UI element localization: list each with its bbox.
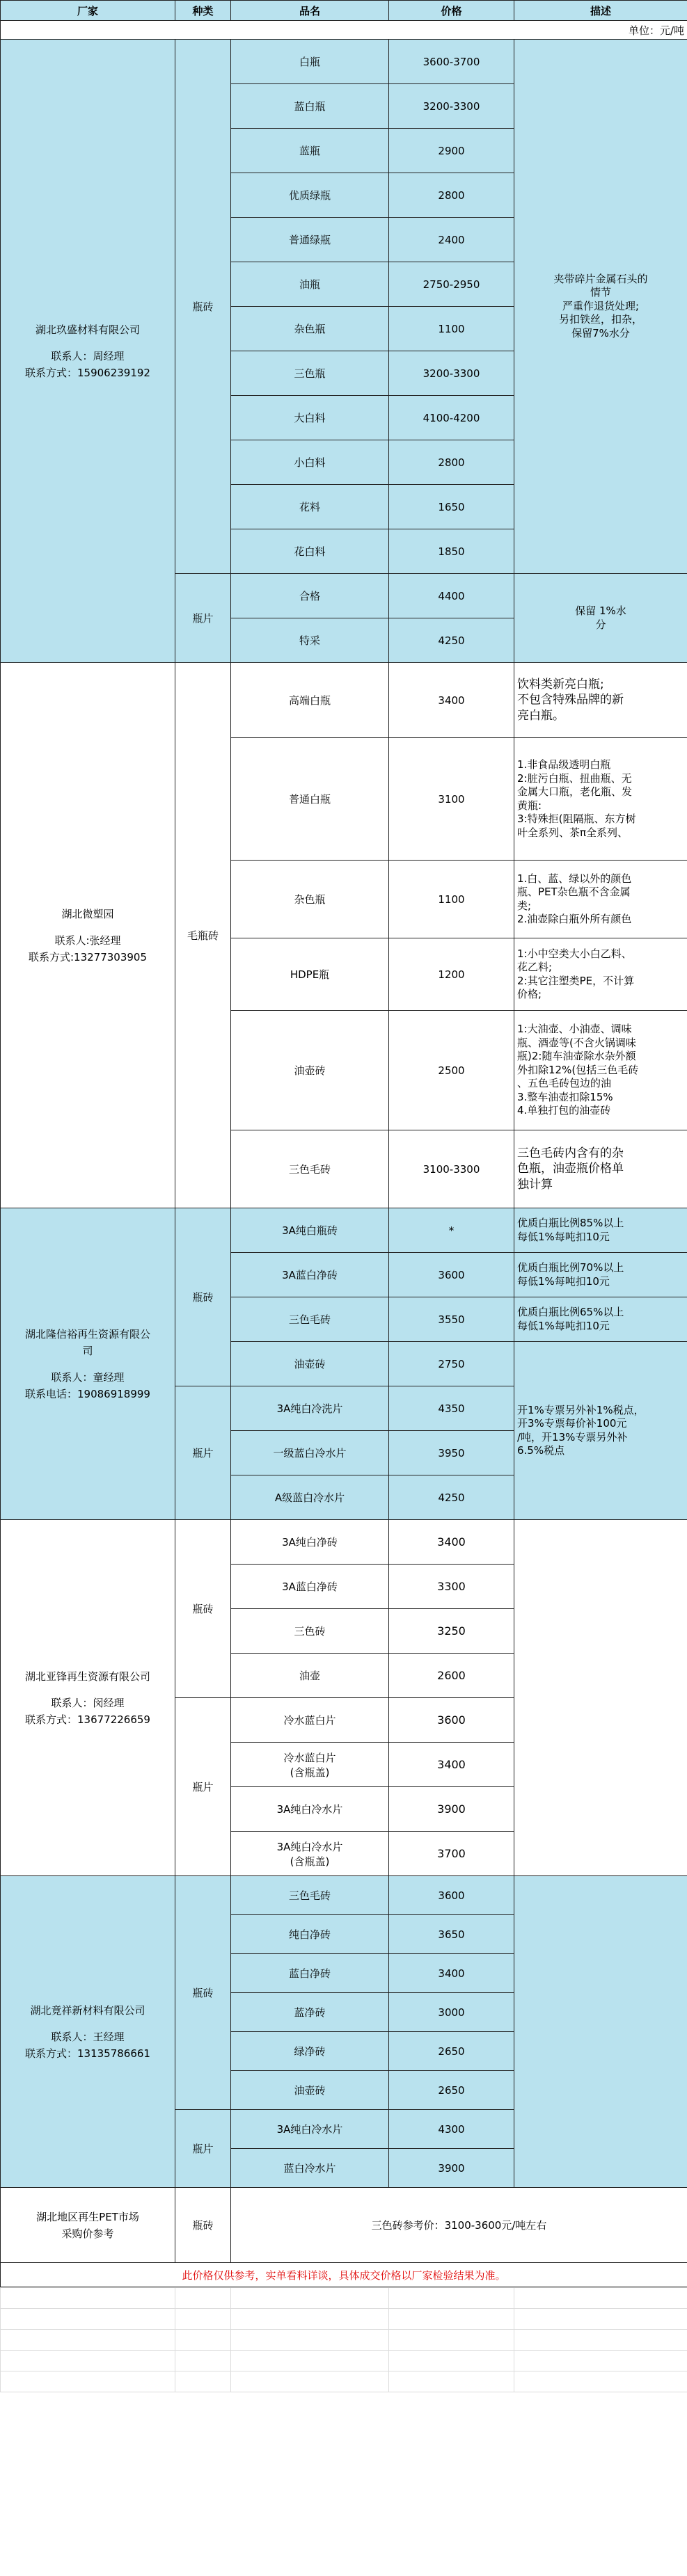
product-name: 三色毛砖 (231, 1130, 389, 1208)
empty-grid-cell (175, 2351, 231, 2371)
company-phone: 联系电话：19086918999 (25, 1387, 150, 1400)
empty-grid-cell (514, 2330, 687, 2351)
product-name: 油壶 (231, 1654, 389, 1698)
empty-grid-cell (1, 2309, 175, 2330)
product-price: 3550 (389, 1297, 514, 1342)
product-name: 花料 (231, 485, 389, 529)
product-price: 2600 (389, 1654, 514, 1698)
product-name: 蓝白瓶 (231, 84, 389, 129)
product-name: 优质绿瓶 (231, 173, 389, 218)
product-price: 3700 (389, 1832, 514, 1876)
company-name: 湖北玖盛材料有限公司 (35, 323, 140, 336)
product-price: 3600 (389, 1876, 514, 1915)
market-category: 瓶砖 (175, 2188, 231, 2263)
product-price: 3400 (389, 1743, 514, 1787)
company-contact: 联系人：童经理 (51, 1370, 125, 1384)
product-name: 高端白瓶 (231, 663, 389, 738)
product-price: 1100 (389, 861, 514, 938)
product-name: 蓝净砖 (231, 1993, 389, 2032)
product-price: 4300 (389, 2110, 514, 2149)
empty-grid-cell (175, 2288, 231, 2309)
empty-grid-row (1, 2309, 687, 2330)
company-cell (1, 1876, 175, 2188)
category-cell: 瓶砖 (175, 1520, 231, 1698)
description-cell: 三色毛砖内含有的杂 色瓶，油壶瓶价格单 独计算 (514, 1130, 687, 1208)
header-desc: 描述 (514, 1, 687, 21)
product-name: 蓝瓶 (231, 129, 389, 173)
header-category: 种类 (175, 1, 231, 21)
product-name: 三色砖 (231, 1609, 389, 1654)
product-price: 3000 (389, 1993, 514, 2032)
product-price: 3200-3300 (389, 351, 514, 396)
description-cell: 1.非食品级透明白瓶 2:脏污白瓶、扭曲瓶、无 金属大口瓶，老化瓶、发 黄瓶: 3:特殊拒(阻隔瓶、东方树 叶全系列、茶π全系列、 (514, 738, 687, 861)
company-contact: 联系人:张经理 (54, 934, 121, 947)
empty-grid-cell (175, 2309, 231, 2330)
empty-grid-cell (1, 2288, 175, 2309)
product-price: 3600-3700 (389, 40, 514, 84)
product-name: 3A纯白冷水片 (231, 1787, 389, 1832)
product-price: 2750-2950 (389, 262, 514, 307)
empty-grid-cell (175, 2330, 231, 2351)
category-cell: 毛瓶砖 (175, 663, 231, 1208)
empty-grid-cell (1, 2330, 175, 2351)
company-cell (1, 40, 175, 663)
description-cell: 饮料类新亮白瓶; 不包含特殊品牌的新 亮白瓶。 (514, 663, 687, 738)
empty-grid-cell (231, 2330, 389, 2351)
product-name: 大白料 (231, 396, 389, 440)
product-name: 白瓶 (231, 40, 389, 84)
company-phone: 联系方式：13677226659 (25, 1713, 150, 1726)
category-cell: 瓶片 (175, 574, 231, 663)
description-cell (514, 1520, 687, 1876)
product-price: 4100-4200 (389, 396, 514, 440)
product-price: 1200 (389, 938, 514, 1011)
unit-row (1, 21, 687, 40)
product-name: 油壶砖 (231, 1342, 389, 1386)
product-name: 花白料 (231, 529, 389, 574)
product-price: 1650 (389, 485, 514, 529)
table-row (1, 1520, 687, 1565)
product-price: 3400 (389, 1520, 514, 1565)
empty-grid-cell (389, 2288, 514, 2309)
description-cell: 开1%专票另外补1%税点， 开3%专票每价补100元 /吨，开13%专票另外补 6.5%税点 (514, 1342, 687, 1520)
category-cell: 瓶砖 (175, 40, 231, 574)
product-name: 油瓶 (231, 262, 389, 307)
company-cell (1, 1208, 175, 1520)
category-cell: 瓶砖 (175, 1876, 231, 2110)
product-price: 4250 (389, 1475, 514, 1520)
product-name: 杂色瓶 (231, 861, 389, 938)
product-name: A级蓝白冷水片 (231, 1475, 389, 1520)
product-price: 2750 (389, 1342, 514, 1386)
table-row (1, 663, 687, 738)
empty-grid-cell (231, 2309, 389, 2330)
empty-grid-cell (389, 2351, 514, 2371)
product-name: 3A纯白冷水片 (含瓶盖) (231, 1832, 389, 1876)
company-phone: 联系方式：15906239192 (25, 366, 150, 379)
empty-grid-row (1, 2351, 687, 2371)
unit-label: 单位：元/吨 (1, 21, 687, 40)
empty-grid-cell (175, 2371, 231, 2392)
product-price: 4250 (389, 618, 514, 663)
product-price: 3400 (389, 1954, 514, 1993)
product-price: 3600 (389, 1253, 514, 1297)
table-row (1, 1876, 687, 1915)
header-row (1, 1, 687, 21)
product-name: 普通绿瓶 (231, 218, 389, 262)
product-name: 一级蓝白冷水片 (231, 1431, 389, 1475)
description-cell: 夹带碎片金属石头的 情节 严重作退货处理; 另扣铁丝，扣杂， 保留7%水分 (514, 40, 687, 574)
empty-grid-cell (389, 2309, 514, 2330)
company-name: 湖北隆信裕再生资源有限公 司 (24, 1327, 150, 1357)
product-price: 4350 (389, 1386, 514, 1431)
empty-grid-cell (514, 2351, 687, 2371)
empty-grid-cell (514, 2309, 687, 2330)
company-cell (1, 1520, 175, 1876)
category-cell: 瓶砖 (175, 1208, 231, 1386)
company-phone: 联系方式:13277303905 (28, 950, 148, 963)
product-name: 冷水蓝白片 (含瓶盖) (231, 1743, 389, 1787)
product-price: 3300 (389, 1565, 514, 1609)
product-price: * (389, 1208, 514, 1253)
empty-grid (0, 2287, 687, 2392)
description-cell: 优质白瓶比例65%以上 每低1%每吨扣10元 (514, 1297, 687, 1342)
description-cell: 1:大油壶、小油壶、调味 瓶、酒壶等(不含火锅调味 瓶)2:随车油壶除水杂外额 外扣除12%(包括三色毛砖 、五色毛砖包边的油 3.整车油壶扣除15% 4.单独打包的油壶砖 (514, 1011, 687, 1130)
company-cell (1, 663, 175, 1208)
product-name: 特采 (231, 618, 389, 663)
description-cell: 保留 1%水 分 (514, 574, 687, 663)
company-name: 湖北微塑园 (61, 907, 114, 920)
empty-grid-cell (514, 2288, 687, 2309)
company-contact: 联系人：闵经理 (51, 1696, 125, 1709)
category-cell: 瓶片 (175, 2110, 231, 2188)
product-name: 3A蓝白净砖 (231, 1565, 389, 1609)
product-price: 2500 (389, 1011, 514, 1130)
product-price: 3900 (389, 1787, 514, 1832)
product-name: 三色毛砖 (231, 1297, 389, 1342)
footer-note: 此价格仅供参考，实单看料详谈，具体成交价格以厂家检验结果为准。 (1, 2263, 687, 2287)
market-text: 三色砖参考价：3100-3600元/吨左右 (231, 2188, 687, 2263)
description-cell: 优质白瓶比例70%以上 每低1%每吨扣10元 (514, 1253, 687, 1297)
product-price: 2800 (389, 440, 514, 485)
product-price: 3650 (389, 1915, 514, 1954)
market-name: 湖北地区再生PET市场 采购价参考 (1, 2188, 175, 2263)
product-name: 小白料 (231, 440, 389, 485)
product-price: 3250 (389, 1609, 514, 1654)
company-phone: 联系方式：13135786661 (25, 2047, 150, 2060)
empty-grid-cell (1, 2371, 175, 2392)
category-cell: 瓶片 (175, 1698, 231, 1876)
empty-grid-cell (1, 2351, 175, 2371)
product-price: 3100-3300 (389, 1130, 514, 1208)
product-price: 3200-3300 (389, 84, 514, 129)
product-name: 纯白净砖 (231, 1915, 389, 1954)
description-cell: 优质白瓶比例85%以上 每低1%每吨扣10元 (514, 1208, 687, 1253)
empty-grid-cell (231, 2351, 389, 2371)
table-row (1, 40, 687, 84)
empty-grid-row (1, 2371, 687, 2392)
description-cell: 1:小中空类大小白乙料、 花乙料; 2:其它注塑类PE，不计算 价格; (514, 938, 687, 1011)
product-price: 3600 (389, 1698, 514, 1743)
product-name: 冷水蓝白片 (231, 1698, 389, 1743)
empty-grid-row (1, 2330, 687, 2351)
product-price: 2650 (389, 2071, 514, 2110)
company-name: 湖北亚锋再生资源有限公司 (24, 1670, 150, 1683)
product-price: 2900 (389, 129, 514, 173)
product-price: 2800 (389, 173, 514, 218)
product-price: 4400 (389, 574, 514, 618)
product-name: 油壶砖 (231, 2071, 389, 2110)
product-price: 3100 (389, 738, 514, 861)
product-name: 三色毛砖 (231, 1876, 389, 1915)
footer-row (1, 2263, 687, 2287)
empty-grid-cell (389, 2371, 514, 2392)
empty-grid-cell (389, 2330, 514, 2351)
product-price: 3950 (389, 1431, 514, 1475)
header-product: 品名 (231, 1, 389, 21)
product-price: 3900 (389, 2149, 514, 2188)
company-contact: 联系人：周经理 (51, 349, 125, 362)
product-price: 2650 (389, 2032, 514, 2071)
product-name: 3A纯白瓶砖 (231, 1208, 389, 1253)
product-price: 3400 (389, 663, 514, 738)
header-price: 价格 (389, 1, 514, 21)
company-name: 湖北竟祥新材料有限公司 (30, 2003, 145, 2017)
product-name: 三色瓶 (231, 351, 389, 396)
company-contact: 联系人：王经理 (51, 2030, 125, 2043)
product-name: 普通白瓶 (231, 738, 389, 861)
product-price: 1850 (389, 529, 514, 574)
category-cell: 瓶片 (175, 1386, 231, 1520)
product-name: 3A纯白净砖 (231, 1520, 389, 1565)
product-name: 3A蓝白净砖 (231, 1253, 389, 1297)
product-name: 杂色瓶 (231, 307, 389, 351)
product-name: 合格 (231, 574, 389, 618)
description-cell: 1.白、蓝、绿以外的颜色 瓶、PET杂色瓶不含金属 类; 2.油壶除白瓶外所有颜色 (514, 861, 687, 938)
product-name: 绿净砖 (231, 2032, 389, 2071)
product-name: 蓝白净砖 (231, 1954, 389, 1993)
empty-grid-row (1, 2288, 687, 2309)
product-name: 蓝白冷水片 (231, 2149, 389, 2188)
empty-grid-cell (231, 2288, 389, 2309)
product-name: HDPE瓶 (231, 938, 389, 1011)
product-name: 3A纯白冷水片 (231, 2110, 389, 2149)
market-row (1, 2188, 687, 2263)
header-company: 厂家 (1, 1, 175, 21)
product-price: 1100 (389, 307, 514, 351)
description-cell (514, 1876, 687, 2188)
empty-grid-cell (514, 2371, 687, 2392)
empty-grid-cell (231, 2371, 389, 2392)
product-price: 2400 (389, 218, 514, 262)
product-name: 油壶砖 (231, 1011, 389, 1130)
table-row (1, 1208, 687, 1253)
product-name: 3A纯白冷洗片 (231, 1386, 389, 1431)
